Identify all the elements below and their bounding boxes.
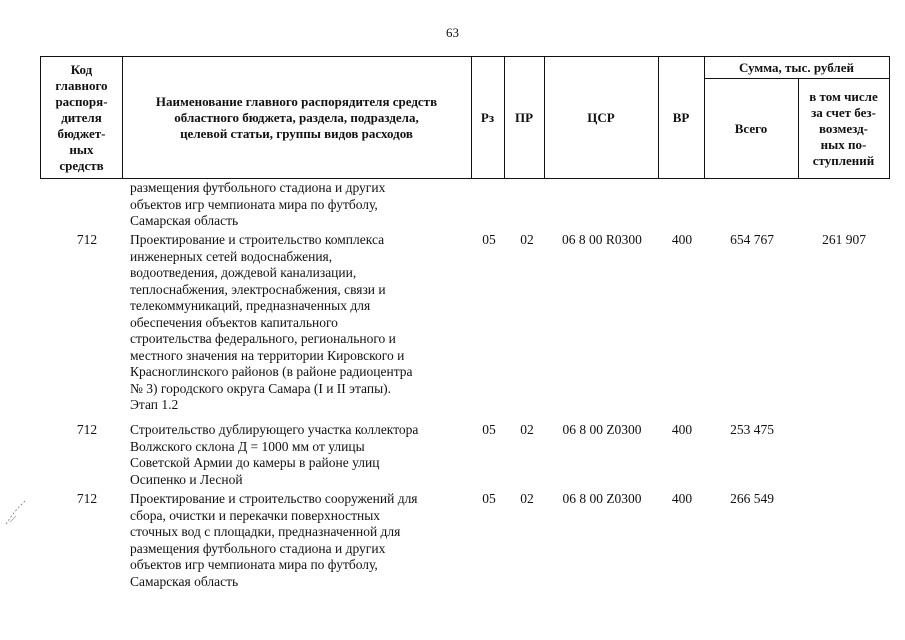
row-total: 253 475 [730, 422, 774, 437]
header-csr: ЦСР [587, 109, 615, 125]
row-csr: 06 8 00 Z0300 [562, 422, 642, 437]
row-free: 261 907 [822, 232, 866, 247]
row-name: Проектирование и строительство сооружений для сбора, очистки и перекачки поверхностных сточных вод с площадки, предназначенной для размещения футбольного стадиона и других объектов игр чемпионата мира по футболу, Самарская область [130, 491, 418, 589]
row-csr: 06 8 00 Z0300 [562, 491, 642, 506]
header-free: в том числе за счет без- возмезд- ных по- ступлений [809, 88, 878, 168]
header-pr: ПР [514, 109, 534, 125]
row-pr: 02 [520, 232, 534, 247]
header-kod: Код главного распоря- дителя бюджет- ных средств [55, 61, 108, 173]
row-pr: 02 [520, 422, 534, 437]
scan-mark [4, 488, 30, 528]
row-total: 266 549 [730, 491, 774, 506]
header-vr: ВР [672, 109, 690, 125]
row-name: размещения футбольного стадиона и других объектов игр чемпионата мира по футболу, Самарская область [130, 180, 386, 228]
page-number: 63 [446, 25, 459, 40]
row-name: Проектирование и строительство комплекса инженерных сетей водоснабжения, водоотведения, дождевой канализации, теплоснабжения, электроснабжения, связи и телекоммуникаций, предназначенных для обеспечения объектов капитального строительства федерального, регионального и местного значения на территории Кировского и Красноглинского районов (в районе радиоцентра № 3) городского округа Самара (I и II этапы). Этап 1.2 [130, 232, 413, 412]
row-csr: 06 8 00 R0300 [562, 232, 642, 247]
row-name: Строительство дублирующего участка коллектора Волжского склона Д = 1000 мм от улицы Советской Армии до камеры в районе улиц Осипенко и Лесной [130, 422, 419, 487]
row-rz: 05 [482, 422, 496, 437]
row-rz: 05 [482, 491, 496, 506]
header-total: Всего [734, 120, 768, 136]
row-kod: 712 [76, 422, 98, 437]
table-header [40, 56, 890, 179]
header-name: Наименование главного распорядителя средств областного бюджета, раздела, подраздела, целевой статьи, группы видов расходов [155, 93, 438, 141]
row-pr: 02 [520, 491, 534, 506]
row-rz: 05 [482, 232, 496, 247]
row-kod: 712 [76, 491, 98, 506]
row-total: 654 767 [730, 232, 774, 247]
header-rz: Рз [480, 109, 495, 125]
header-sum-title: Сумма, тыс. рублей [739, 59, 854, 75]
row-vr: 400 [671, 491, 693, 506]
row-vr: 400 [671, 422, 693, 437]
row-vr: 400 [671, 232, 693, 247]
row-kod: 712 [76, 232, 98, 247]
